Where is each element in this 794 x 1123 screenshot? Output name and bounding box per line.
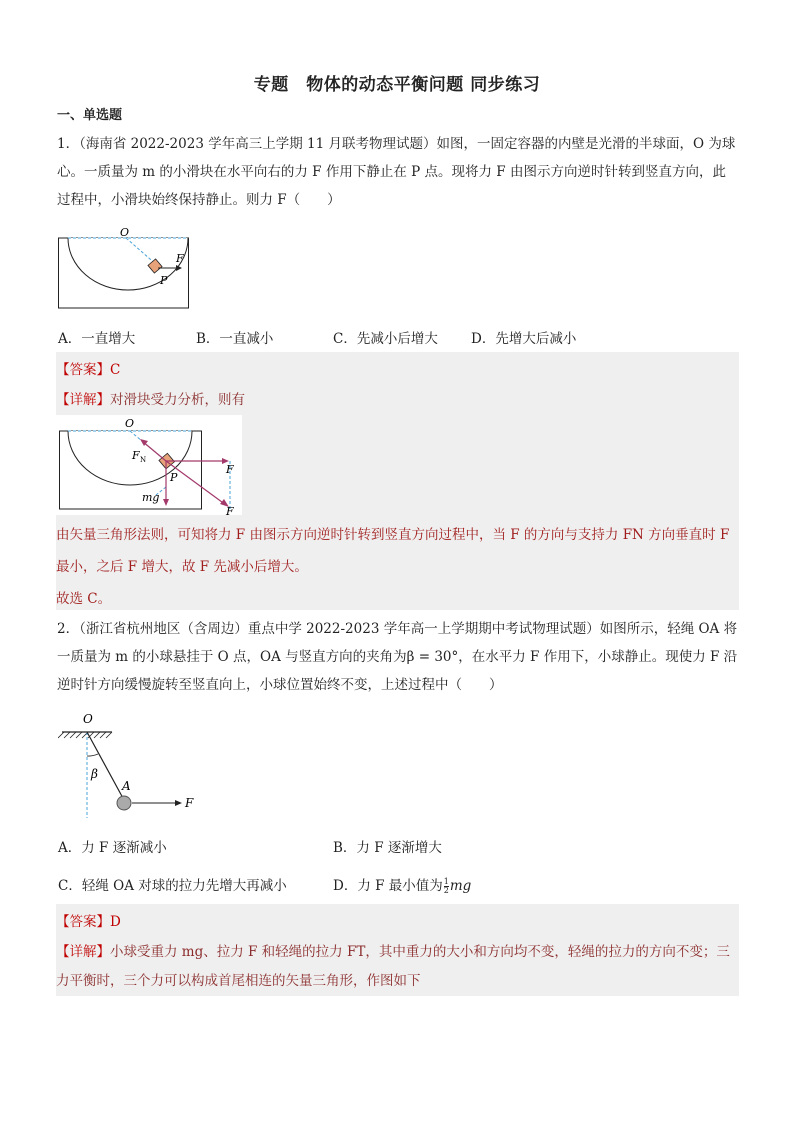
question-2-stem: 2．（浙江省杭州地区（含周边）重点中学 2022-2023 学年高一上学期期中考试物理试题）如图所示，轻绳 OA 将一质量为 m 的小球悬挂于 O 点，OA 与竖直方向的夹角为β = 30°，在水平力 F 作用下，小球静止。现使力 F 沿逆时针方向缓慢旋转至竖直向上，小球位置始终不变，上述过程中（ ） bbox=[57, 621, 738, 693]
label-o: O bbox=[120, 228, 130, 239]
q1-option-d[interactable]: D．先增大后减小 bbox=[471, 331, 577, 347]
page-title: 专题 物体的动态平衡问题 同步练习 bbox=[253, 75, 541, 95]
label-fn-subscript: N bbox=[140, 456, 147, 464]
answer-value: D bbox=[110, 914, 121, 930]
label-f: F bbox=[185, 796, 194, 810]
q1-explanation-1: 由矢量三角形法则，可知将力 F 由图示方向逆时针转到竖直方向过程中，当 F 的方向与支持力 FN 方向垂直时 F bbox=[56, 527, 730, 543]
answer-label: 【答案】 bbox=[56, 914, 110, 930]
q1-option-b[interactable]: B．一直减小 bbox=[196, 331, 274, 347]
q1-answer-line bbox=[56, 358, 120, 378]
q2-option-a[interactable]: A．力 F 逐渐减小 bbox=[58, 840, 167, 856]
q2-option-d[interactable] bbox=[333, 874, 471, 895]
q1-explanation-2: 最小，之后 F 增大，故 F 先减小后增大。 bbox=[56, 559, 308, 575]
question-1-stem: 1．（海南省 2022-2023 学年高三上学期 11 月联考物理试题）如图，一固定容器的内壁是光滑的半球面，O 为球心。一质量为 m 的小滑块在水平向右的力 F 作用下静止在 P 点。现将力 F 由图示方向逆时针转到竖直方向，此过程中，小滑块始终保持静止。则力 F（ ） bbox=[57, 136, 736, 208]
label-f1: F bbox=[226, 463, 234, 476]
detail-text: 对滑块受力分析，则有 bbox=[110, 392, 245, 408]
fraction-denominator: 2 bbox=[443, 886, 449, 895]
label-o: O bbox=[83, 712, 93, 726]
ceiling-hatch bbox=[58, 732, 112, 738]
label-fn: F bbox=[132, 449, 140, 462]
label-f: F bbox=[176, 252, 184, 265]
label-a: A bbox=[122, 779, 131, 793]
label-p: P bbox=[170, 471, 178, 484]
q1-answer-block bbox=[56, 352, 739, 610]
q1-conclusion: 故选 C。 bbox=[56, 591, 112, 607]
q2-option-d-text: D．力 F 最小值为 bbox=[333, 878, 443, 894]
label-p: P bbox=[160, 274, 168, 287]
question-1-figure bbox=[58, 228, 198, 310]
detail-text-1: 小球受重力 mg、拉力 F 和轻绳的拉力 FT，其中重力的大小和方向均不变，轻绳的拉力的方向不变；三 bbox=[110, 944, 730, 960]
fraction bbox=[444, 878, 449, 895]
q1-detail-line bbox=[56, 388, 245, 408]
label-o: O bbox=[125, 417, 135, 430]
q2-answer-line bbox=[56, 910, 121, 930]
q2-detail-line-2: 力平衡时，三个力可以构成首尾相连的矢量三角形，作图如下 bbox=[56, 973, 421, 989]
detail-label: 【详解】 bbox=[56, 392, 110, 408]
force-f-arrowhead bbox=[175, 800, 182, 806]
fraction-numerator: 1 bbox=[443, 877, 449, 886]
rope-oa bbox=[87, 732, 124, 800]
answer-value: C bbox=[110, 362, 121, 378]
label-f2: F bbox=[226, 505, 234, 515]
label-mg: mg bbox=[142, 491, 160, 504]
section-heading: 一、单选题 bbox=[57, 108, 123, 123]
q2-detail-line-1 bbox=[56, 940, 739, 960]
label-beta: β bbox=[91, 767, 98, 781]
answer-label: 【答案】 bbox=[56, 362, 110, 378]
question-1-analysis-figure bbox=[56, 415, 242, 515]
q2-option-c[interactable]: C．轻绳 OA 对球的拉力先增大再减小 bbox=[58, 878, 287, 894]
fraction-tail: mg bbox=[449, 878, 472, 894]
ball bbox=[117, 796, 131, 810]
detail-label: 【详解】 bbox=[56, 944, 110, 960]
q2-answer-block bbox=[56, 904, 739, 996]
container-bowl bbox=[68, 238, 188, 290]
q1-option-c[interactable]: C．先减小后增大 bbox=[333, 331, 438, 347]
angle-arc bbox=[87, 754, 98, 756]
q2-option-b[interactable]: B．力 F 逐渐增大 bbox=[333, 840, 442, 856]
question-2-figure bbox=[58, 712, 208, 820]
q1-option-a[interactable]: A．一直增大 bbox=[58, 331, 136, 347]
